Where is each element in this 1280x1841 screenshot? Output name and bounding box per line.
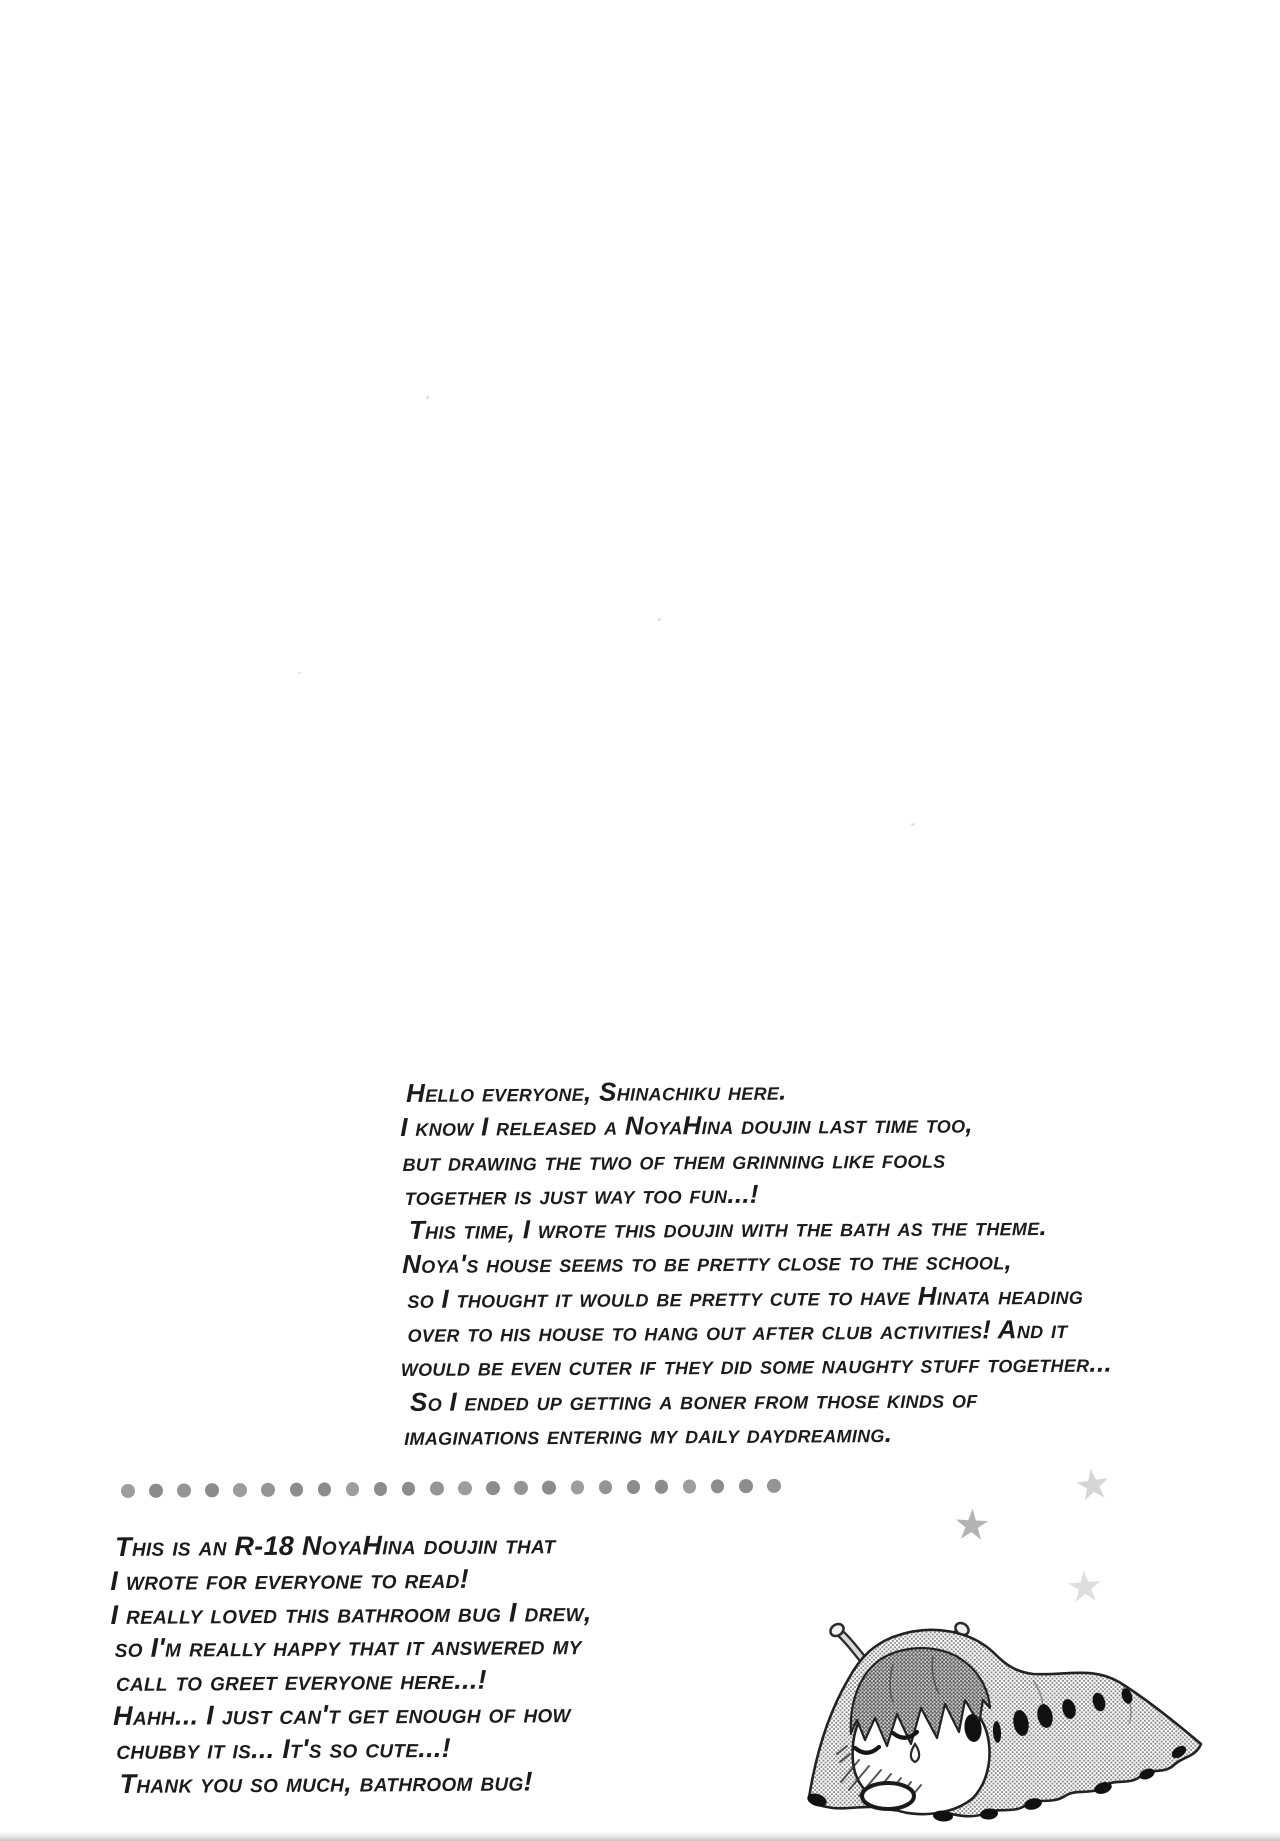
text-line: I know I released a NoyaHina doujin last time too, <box>400 1108 973 1143</box>
divider-dot <box>599 1480 613 1494</box>
text-line: Hello everyone, Shinachiku here. <box>406 1075 787 1108</box>
text-line: chubby it is... It's so cute...! <box>116 1732 452 1765</box>
divider-dot <box>458 1481 472 1495</box>
text-line: This time, I wrote this doujin with the bath as the theme. <box>408 1211 1048 1246</box>
star-icon: ★ <box>951 1500 992 1549</box>
text-line: call to greet everyone here...! <box>115 1664 487 1698</box>
divider-dot <box>767 1479 781 1493</box>
divider-dot <box>346 1482 360 1496</box>
scan-speck <box>658 618 661 621</box>
text-line: over to his house to hang out after club activities! And it <box>407 1313 1068 1349</box>
divider-dot <box>486 1481 500 1495</box>
star-icon: ★ <box>1064 1561 1106 1612</box>
divider-dot <box>570 1480 584 1494</box>
divider-dot <box>233 1483 247 1497</box>
text-line: so I'm really happy that it answered my <box>114 1630 582 1664</box>
text-line: together is just way too fun...! <box>404 1178 759 1211</box>
text-line: This is an R-18 NoyaHina doujin that <box>115 1529 556 1562</box>
scan-edge-artifact <box>0 1832 1280 1841</box>
divider-dot <box>514 1481 528 1495</box>
divider-dot <box>149 1484 163 1498</box>
bug-mouth <box>862 1783 914 1809</box>
text-line: imaginations entering my daily daydreaming. <box>404 1417 893 1451</box>
divider-dot <box>261 1483 275 1497</box>
divider-dot <box>711 1479 725 1493</box>
text-line: Hahh... I just can't get enough of how <box>113 1698 571 1731</box>
scan-speck <box>426 396 429 399</box>
afterword-main-text <box>396 1072 1112 1454</box>
scan-speck <box>298 672 301 674</box>
text-line: I wrote for everyone to read! <box>110 1563 470 1596</box>
text-line: Noya's house seems to be pretty close to the school, <box>402 1245 1013 1280</box>
divider-dot <box>177 1483 191 1497</box>
divider-dot <box>683 1479 697 1493</box>
divider-dot <box>542 1481 556 1495</box>
divider-dot <box>430 1481 444 1495</box>
divider-dot <box>318 1482 332 1496</box>
scan-speck <box>911 823 915 826</box>
text-line: so I thought it would be pretty cute to have Hinata heading <box>407 1279 1084 1314</box>
text-line: but drawing the two of them grinning like fools <box>402 1143 946 1177</box>
divider-dot <box>655 1480 669 1494</box>
divider-dot <box>374 1482 388 1496</box>
divider-dot <box>739 1479 753 1493</box>
divider-dot <box>402 1482 416 1496</box>
afterword-note-text <box>110 1528 593 1801</box>
text-line: would be even cuter if they did some naughty stuff together... <box>400 1348 1113 1383</box>
divider-dot <box>121 1484 135 1498</box>
bathroom-bug-illustration <box>793 1604 1213 1836</box>
divider-dot <box>627 1480 641 1494</box>
star-icon: ★ <box>1070 1458 1115 1511</box>
text-line: I really loved this bathroom bug I drew, <box>110 1596 592 1630</box>
dotted-divider <box>121 1478 781 1499</box>
divider-dot <box>290 1483 304 1497</box>
text-line: So I ended up getting a boner from those kinds of <box>409 1383 978 1417</box>
divider-dot <box>205 1483 219 1497</box>
text-line: Thank you so much, bathroom bug! <box>119 1766 533 1799</box>
